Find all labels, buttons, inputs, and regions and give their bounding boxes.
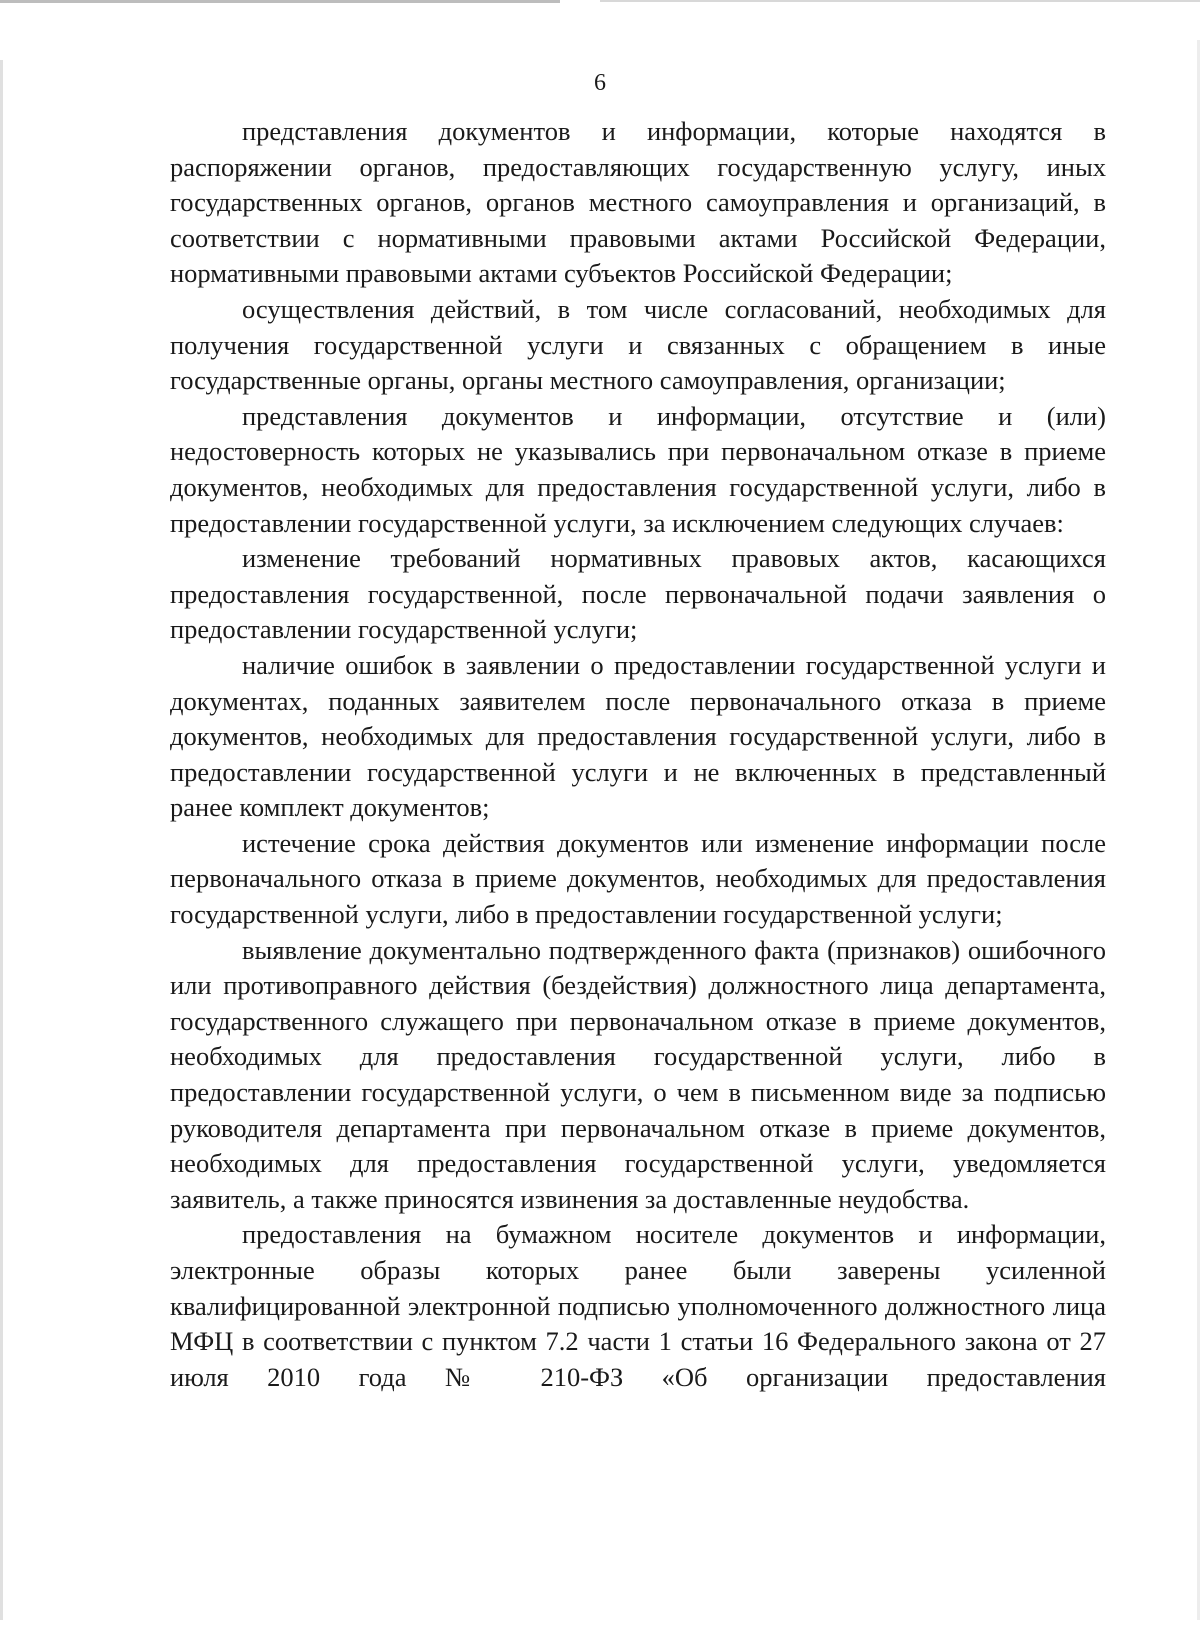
paragraph: выявление документально подтвержденного факта (признаков) ошибочного или противоправного действия (бездействия) должностного лица департамента, государственного служащего при первоначальном отказе в приеме документов, необходимых для предоставления государственной услуги, либо в предоставлении государственной услуги, о чем в письменном виде за подписью руководителя департамента при первоначальном отказе в приеме документов, необходимых для предоставления государственной услуги, уведомляется заявитель, а также приносятся извинения за доставленные неудобства. xyxy=(170,934,1106,1214)
paragraph: истечение срока действия документов или изменение информации после первоначального отказа в приеме документов, необходимых для предоставления государственной услуги, либо в предоставлении государственной услуги; xyxy=(170,827,1106,930)
paragraph: представления документов и информации, отсутствие и (или) недостоверность которых не указывались при первоначальном отказе в приеме документов, необходимых для предоставления государственной услуги, либо в предоставлении государственной услуги, за исключением следующих случаев: xyxy=(170,400,1106,538)
paragraph: представления документов и информации, которые находятся в распоряжении органов, предоставляющих государственную услугу, иных государственных органов, органов местного самоуправления и организаций, в соответствии с нормативными правовыми актами Российской Федерации, нормативными правовыми актами субъектов Российской Федерации; xyxy=(170,116,1106,289)
paragraph: осуществления действий, в том числе согласований, необходимых для получения государственной услуги и связанных с обращением в иные государственные органы, органы местного самоуправления, организации; xyxy=(170,293,1106,396)
paragraph: наличие ошибок в заявлении о предоставлении государственной услуги и документах, поданных заявителем после первоначального отказа в приеме документов, необходимых для предоставления государственной услуги, либо в предоставлении государственной услуги и не включенных в представленный ранее комплект документов; xyxy=(170,649,1106,823)
paragraph: изменение требований нормативных правовых актов, касающихся предоставления государственной, после первоначальной подачи заявления о предоставлении государственной услуги; xyxy=(170,543,1106,645)
document-body xyxy=(170,114,1106,1395)
scan-edge-left xyxy=(0,60,3,1620)
scan-edge-top-right xyxy=(600,0,1200,2)
paragraph: предоставления на бумажном носителе документов и информации, электронные образы которых ранее были заверены усиленной квалифицированной электронной подписью уполномоченного должностного лица МФЦ в соответствии с пунктом 7.2 части 1 статьи 16 Федерального закона от 27 июля 2010 года № 210-ФЗ «Об организации предоставления xyxy=(170,1219,1106,1392)
scan-edge-top xyxy=(0,0,560,3)
page-number: 6 xyxy=(594,70,606,96)
